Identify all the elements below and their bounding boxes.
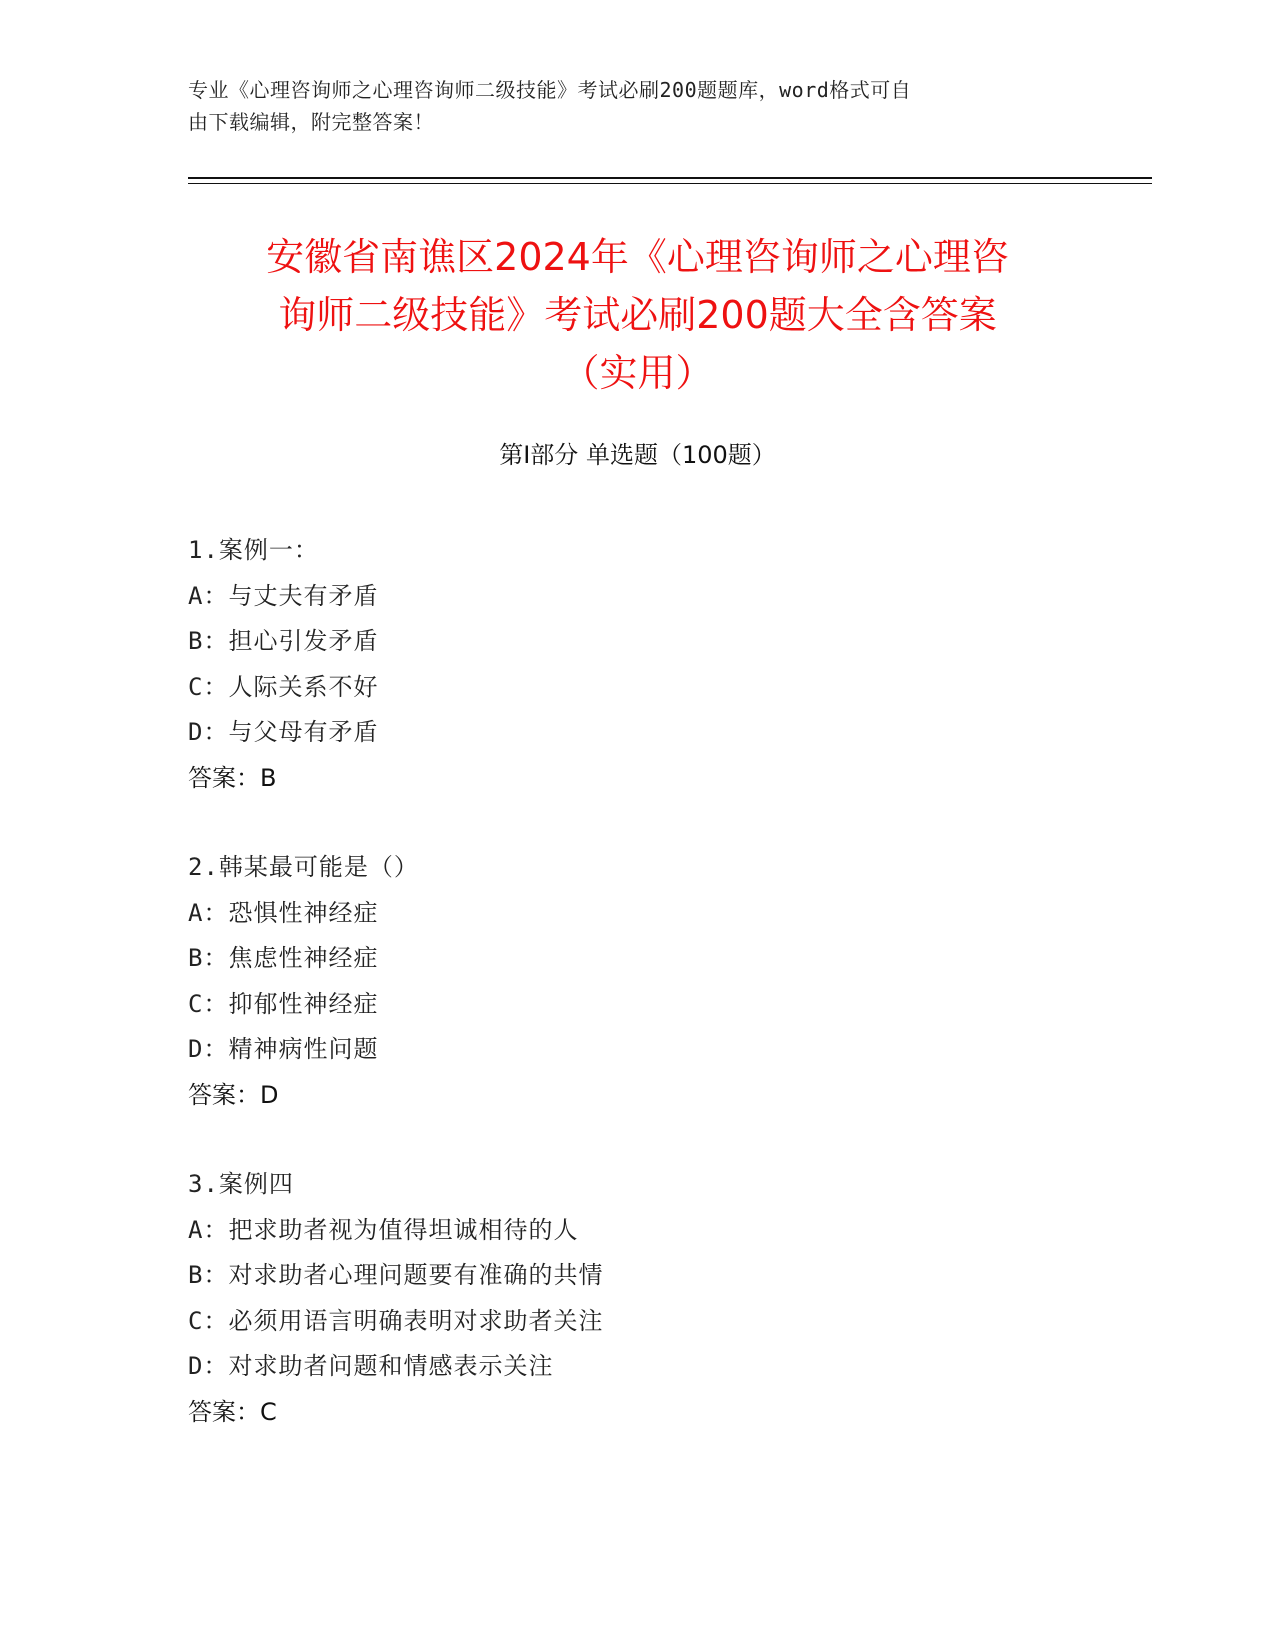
question-list xyxy=(188,528,1088,1479)
document-title-line-3: （实用） xyxy=(561,351,714,395)
document-title xyxy=(150,228,1125,402)
header-rule-thin xyxy=(188,183,1152,184)
option-c: C：人际关系不好 xyxy=(188,672,379,701)
question-1 xyxy=(188,528,1088,801)
option-c: C：必须用语言明确表明对求助者关注 xyxy=(188,1306,604,1335)
option-b: B：担心引发矛盾 xyxy=(188,627,379,655)
answer-line: 答案：D xyxy=(188,1080,279,1109)
document-title-line-2: 询师二级技能》考试必刷200题大全含答案 xyxy=(278,293,997,337)
option-b: B：焦虑性神经症 xyxy=(188,944,379,972)
answer-line: 答案：B xyxy=(188,763,277,792)
option-a: A：与丈夫有矛盾 xyxy=(188,581,379,610)
question-stem: 1.案例一： xyxy=(188,536,319,564)
answer-line: 答案：C xyxy=(188,1397,277,1426)
header-rule-thick xyxy=(188,177,1152,179)
header-note-line-2: 由下载编辑，附完整答案！ xyxy=(188,110,434,134)
header-note-line-1: 专业《心理咨询师之心理咨询师二级技能》考试必刷200题题库，word格式可自 xyxy=(188,78,912,102)
question-stem: 2.韩某最可能是（） xyxy=(188,853,419,881)
header-note xyxy=(188,74,1088,138)
option-d: D：与父母有矛盾 xyxy=(188,718,379,746)
question-2 xyxy=(188,845,1088,1118)
question-stem: 3.案例四 xyxy=(188,1170,294,1198)
option-b: B：对求助者心理问题要有准确的共情 xyxy=(188,1261,604,1289)
document-title-line-1: 安徽省南谯区2024年《心理咨询师之心理咨 xyxy=(266,235,1009,279)
option-a: A：把求助者视为值得坦诚相待的人 xyxy=(188,1215,579,1244)
section-title: 第Ⅰ部分 单选题（100题） xyxy=(499,441,776,469)
option-a: A：恐惧性神经症 xyxy=(188,898,379,927)
option-d: D：精神病性问题 xyxy=(188,1035,379,1063)
option-d: D：对求助者问题和情感表示关注 xyxy=(188,1352,554,1380)
option-c: C：抑郁性神经症 xyxy=(188,989,379,1018)
question-3 xyxy=(188,1162,1088,1435)
